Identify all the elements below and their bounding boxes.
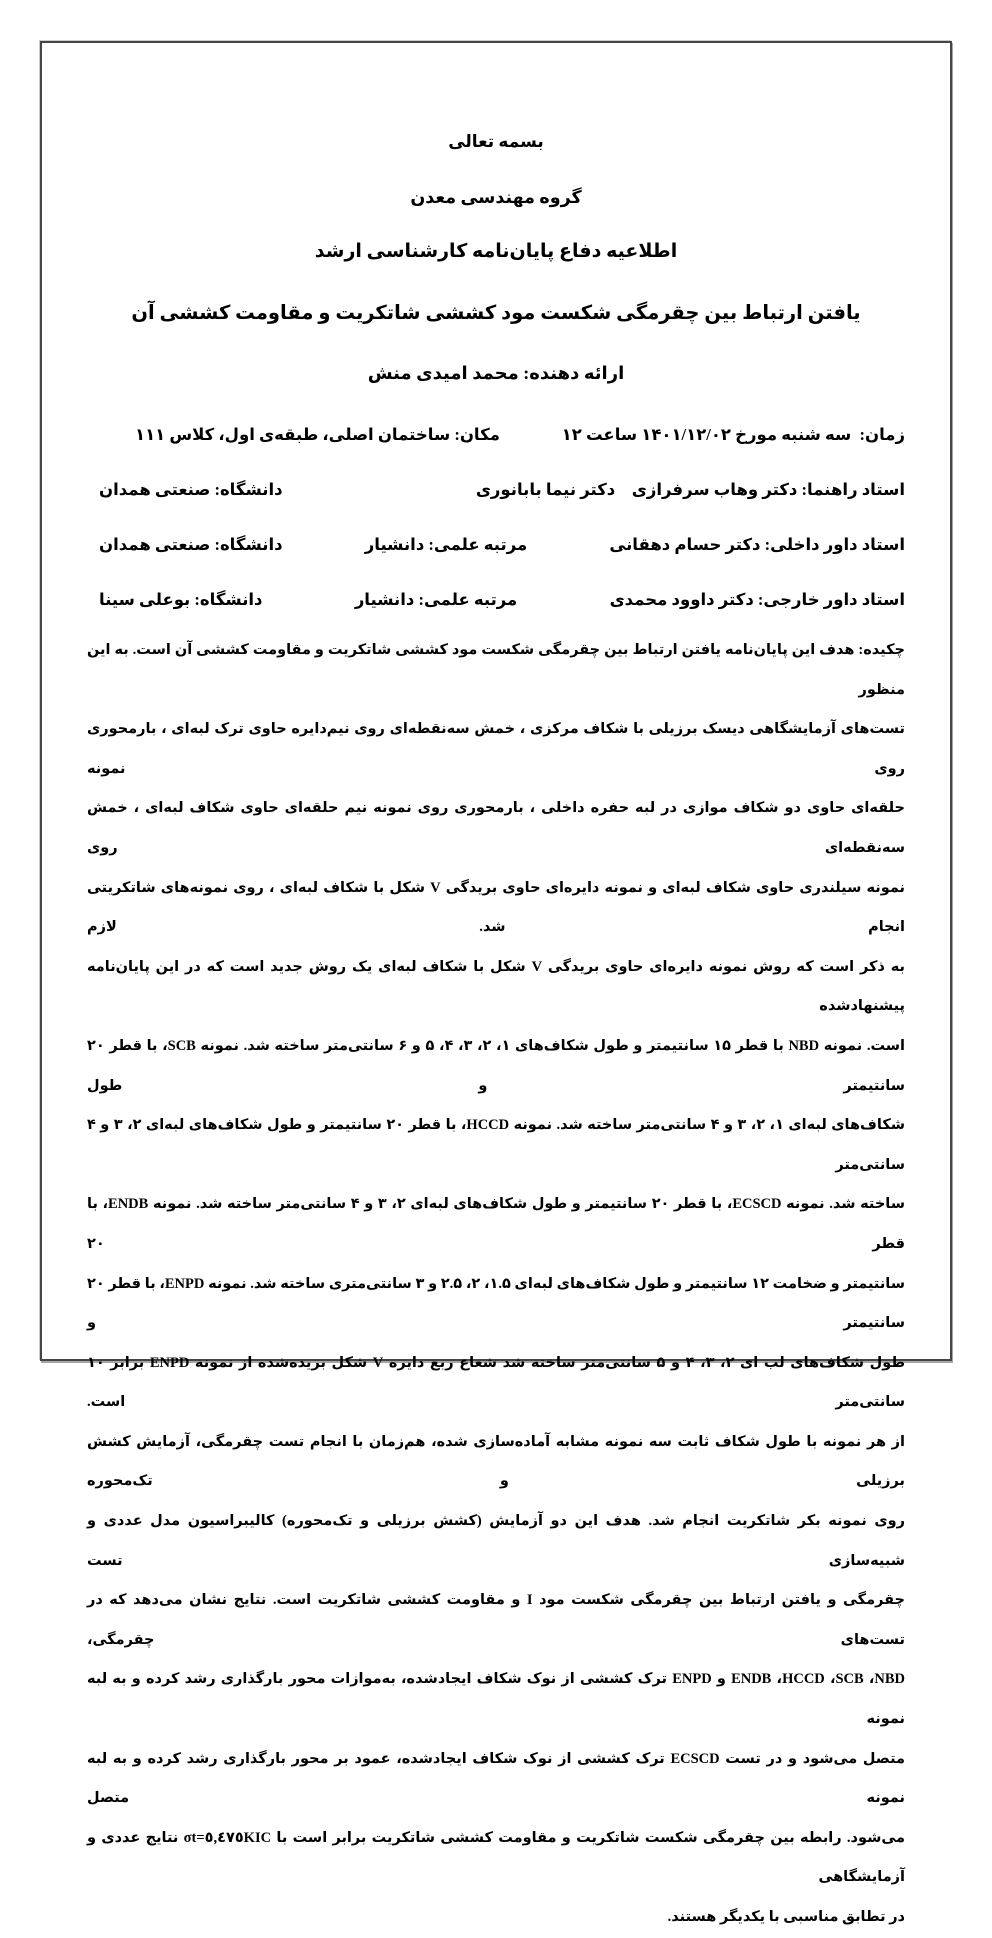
internal-examiner-text: استاد داور داخلی: دکتر حسام دهقانی [609, 535, 905, 554]
abstract-line: متصل می‌شود و در تست ECSCD ترک کششی از نوک شکاف ایجادشده، عمود بر محور بارگذاری رشد کرده و به لبه نمونه متصل [87, 1750, 905, 1807]
abstract-line: تست‌های آزمایشگاهی دیسک برزیلی با شکاف مرکزی ، خمش سه‌نقطه‌ای روی نیم‌دایره حاوی ترک لبه‌ای ، بارمحوری روی نمونه [87, 721, 905, 777]
thesis-title: یافتن ارتباط بین چقرمگی شکست مود کششی شاتکریت و مقاومت کششی آن [131, 303, 861, 324]
announcement-title: اطلاعیه دفاع پایان‌نامه کارشناسی ارشد [314, 241, 678, 262]
abstract-line: چکیده: هدف این پایان‌نامه یافتن ارتباط بین چقرمگی شکست مود کششی شاتکریت و مقاومت کششی آن است. به این منظور [87, 642, 905, 698]
external-examiner-university-text: دانشگاه: بوعلی سینا [99, 590, 263, 609]
schedule-row [87, 424, 905, 446]
external-examiner-text: استاد داور خارجی: دکتر داوود محمدی [609, 590, 905, 609]
abstract-line: طول شکاف‌های لب ای ۲، ۳، ۴ و ۵ سانتی‌متر ساخته شد شعاع ربع دایره V شکل بریده‌شده از نمونه ENPD برابر ۱۰ سانتی‌متر است. [87, 1354, 905, 1411]
external-examiner-rank-text: مرتبه علمی: دانشیار [354, 590, 518, 609]
time-text: زمان: سه شنبه مورخ ۱۴۰۱/۱۲/۰۲ ساعت ۱۲ [561, 425, 905, 444]
internal-examiner-row [87, 534, 905, 556]
abstract-line: نمونه سیلندری حاوی شکاف لبه‌ای و نمونه دایره‌ای حاوی بریدگی V شکل با شکاف لبه‌ای ، روی نمونه‌های شاتکریتی انجام شد. لازم [87, 879, 905, 936]
abstract-line: NBD،‏ SCB،‏ HCCD،‏ ENDB و ENPD ترک کششی از نوک شکاف ایجادشده، به‌موازات محور بارگذاری رشد کرده و به لبه نمونه [87, 1671, 906, 1728]
abstract-line: ساخته شد. نمونه ECSCD، با قطر ۲۰ سانتیمتر و طول شکاف‌های لبه‌ای ۲، ۳ و ۴ سانتی‌متر ساخته شد. نمونه ENDB، با قطر ۲۰ [87, 1196, 905, 1252]
abstract-line: از هر نمونه با طول شکاف ثابت سه نمونه مشابه آماده‌سازی شده، هم‌زمان با انجام تست چقرمگی، آزمایش کشش برزیلی و تک‌محوره [87, 1433, 905, 1490]
internal-examiner-rank-text: مرتبه علمی: دانشیار [364, 535, 528, 554]
abstract-line: حلقه‌ای حاوی دو شکاف موازی در لبه حفره داخلی ، بارمحوری روی نمونه نیم حلقه‌ای حاوی شکاف لبه‌ای ، خمش سه‌نقطه‌ای روی [87, 800, 905, 856]
department-name: گروه مهندسی معدن [410, 187, 582, 207]
internal-examiner-university-text: دانشگاه: صنعتی همدان [99, 535, 283, 554]
abstract-line: است. نمونه NBD با قطر ۱۵ سانتیمتر و طول شکاف‌های ۱، ۲، ۳، ۴، ۵ و ۶ سانتی‌متر ساخته شد. نمونه SCB، با قطر ۲۰ سانتیمتر و طول [87, 1037, 906, 1094]
page-border-frame [40, 41, 952, 1925]
abstract-paragraph [87, 631, 905, 1938]
abstract-line: در تطابق مناسبی با یکدیگر هستند. [667, 1909, 905, 1925]
supervisor-row [87, 479, 905, 501]
abstract-line: می‌شود. رابطه بین چقرمگی شکست شاتکریت و مقاومت کششی شاتکریت برابر است با ‪σt=٥,٤٧٥KIC‬ نتایج عددی و آزمایشگاهی [87, 1829, 905, 1886]
presenter-line: ارائه دهنده: محمد امیدی منش [367, 363, 625, 383]
location-text: مکان: ساختمان اصلی، طبقه‌ی اول، کلاس ۱۱۱ [135, 425, 500, 444]
defense-info-block [87, 424, 905, 611]
abstract-line: به ذکر است که روش نمونه دایره‌ای حاوی بریدگی V شکل با شکاف لبه‌ای یک روش جدید است که در این پایان‌نامه پیشنهادشده [87, 958, 905, 1015]
abstract-line: شکاف‌های لبه‌ای ۱، ۲، ۳ و ۴ سانتی‌متر ساخته شد. نمونه HCCD، با قطر ۲۰ سانتیمتر و طول شکاف‌های لبه‌ای ۲، ۳ و ۴ سانتی‌متر [87, 1117, 906, 1173]
supervisor-university-text: دانشگاه: صنعتی همدان [99, 480, 283, 499]
bismillah-text: بسمه تعالی [448, 132, 544, 151]
supervisor-text: استاد راهنما: دکتر وهاب سرفرازی دکتر نیما بابانوری [475, 480, 905, 499]
abstract-line: روی نمونه بکر شاتکریت انجام شد. هدف این دو آزمایش (کشش برزیلی و تک‌محوره) کالیبراسیون مدل عددی و شبیه‌سازی تست [87, 1513, 905, 1569]
abstract-line: چقرمگی و یافتن ارتباط بین چقرمگی شکست مود I و مقاومت کششی شاتکریت است. نتایج نشان می‌دهد که در تست‌های چقرمگی، [87, 1592, 905, 1648]
abstract-line: سانتیمتر و ضخامت ۱۲ سانتیمتر و طول شکاف‌های لبه‌ای ۱.۵، ۲، ۲.۵ و ۳ سانتی‌متری ساخته شد. نمونه ENPD، با قطر ۲۰ سانتیمتر و [87, 1275, 905, 1332]
external-examiner-row [87, 589, 905, 611]
